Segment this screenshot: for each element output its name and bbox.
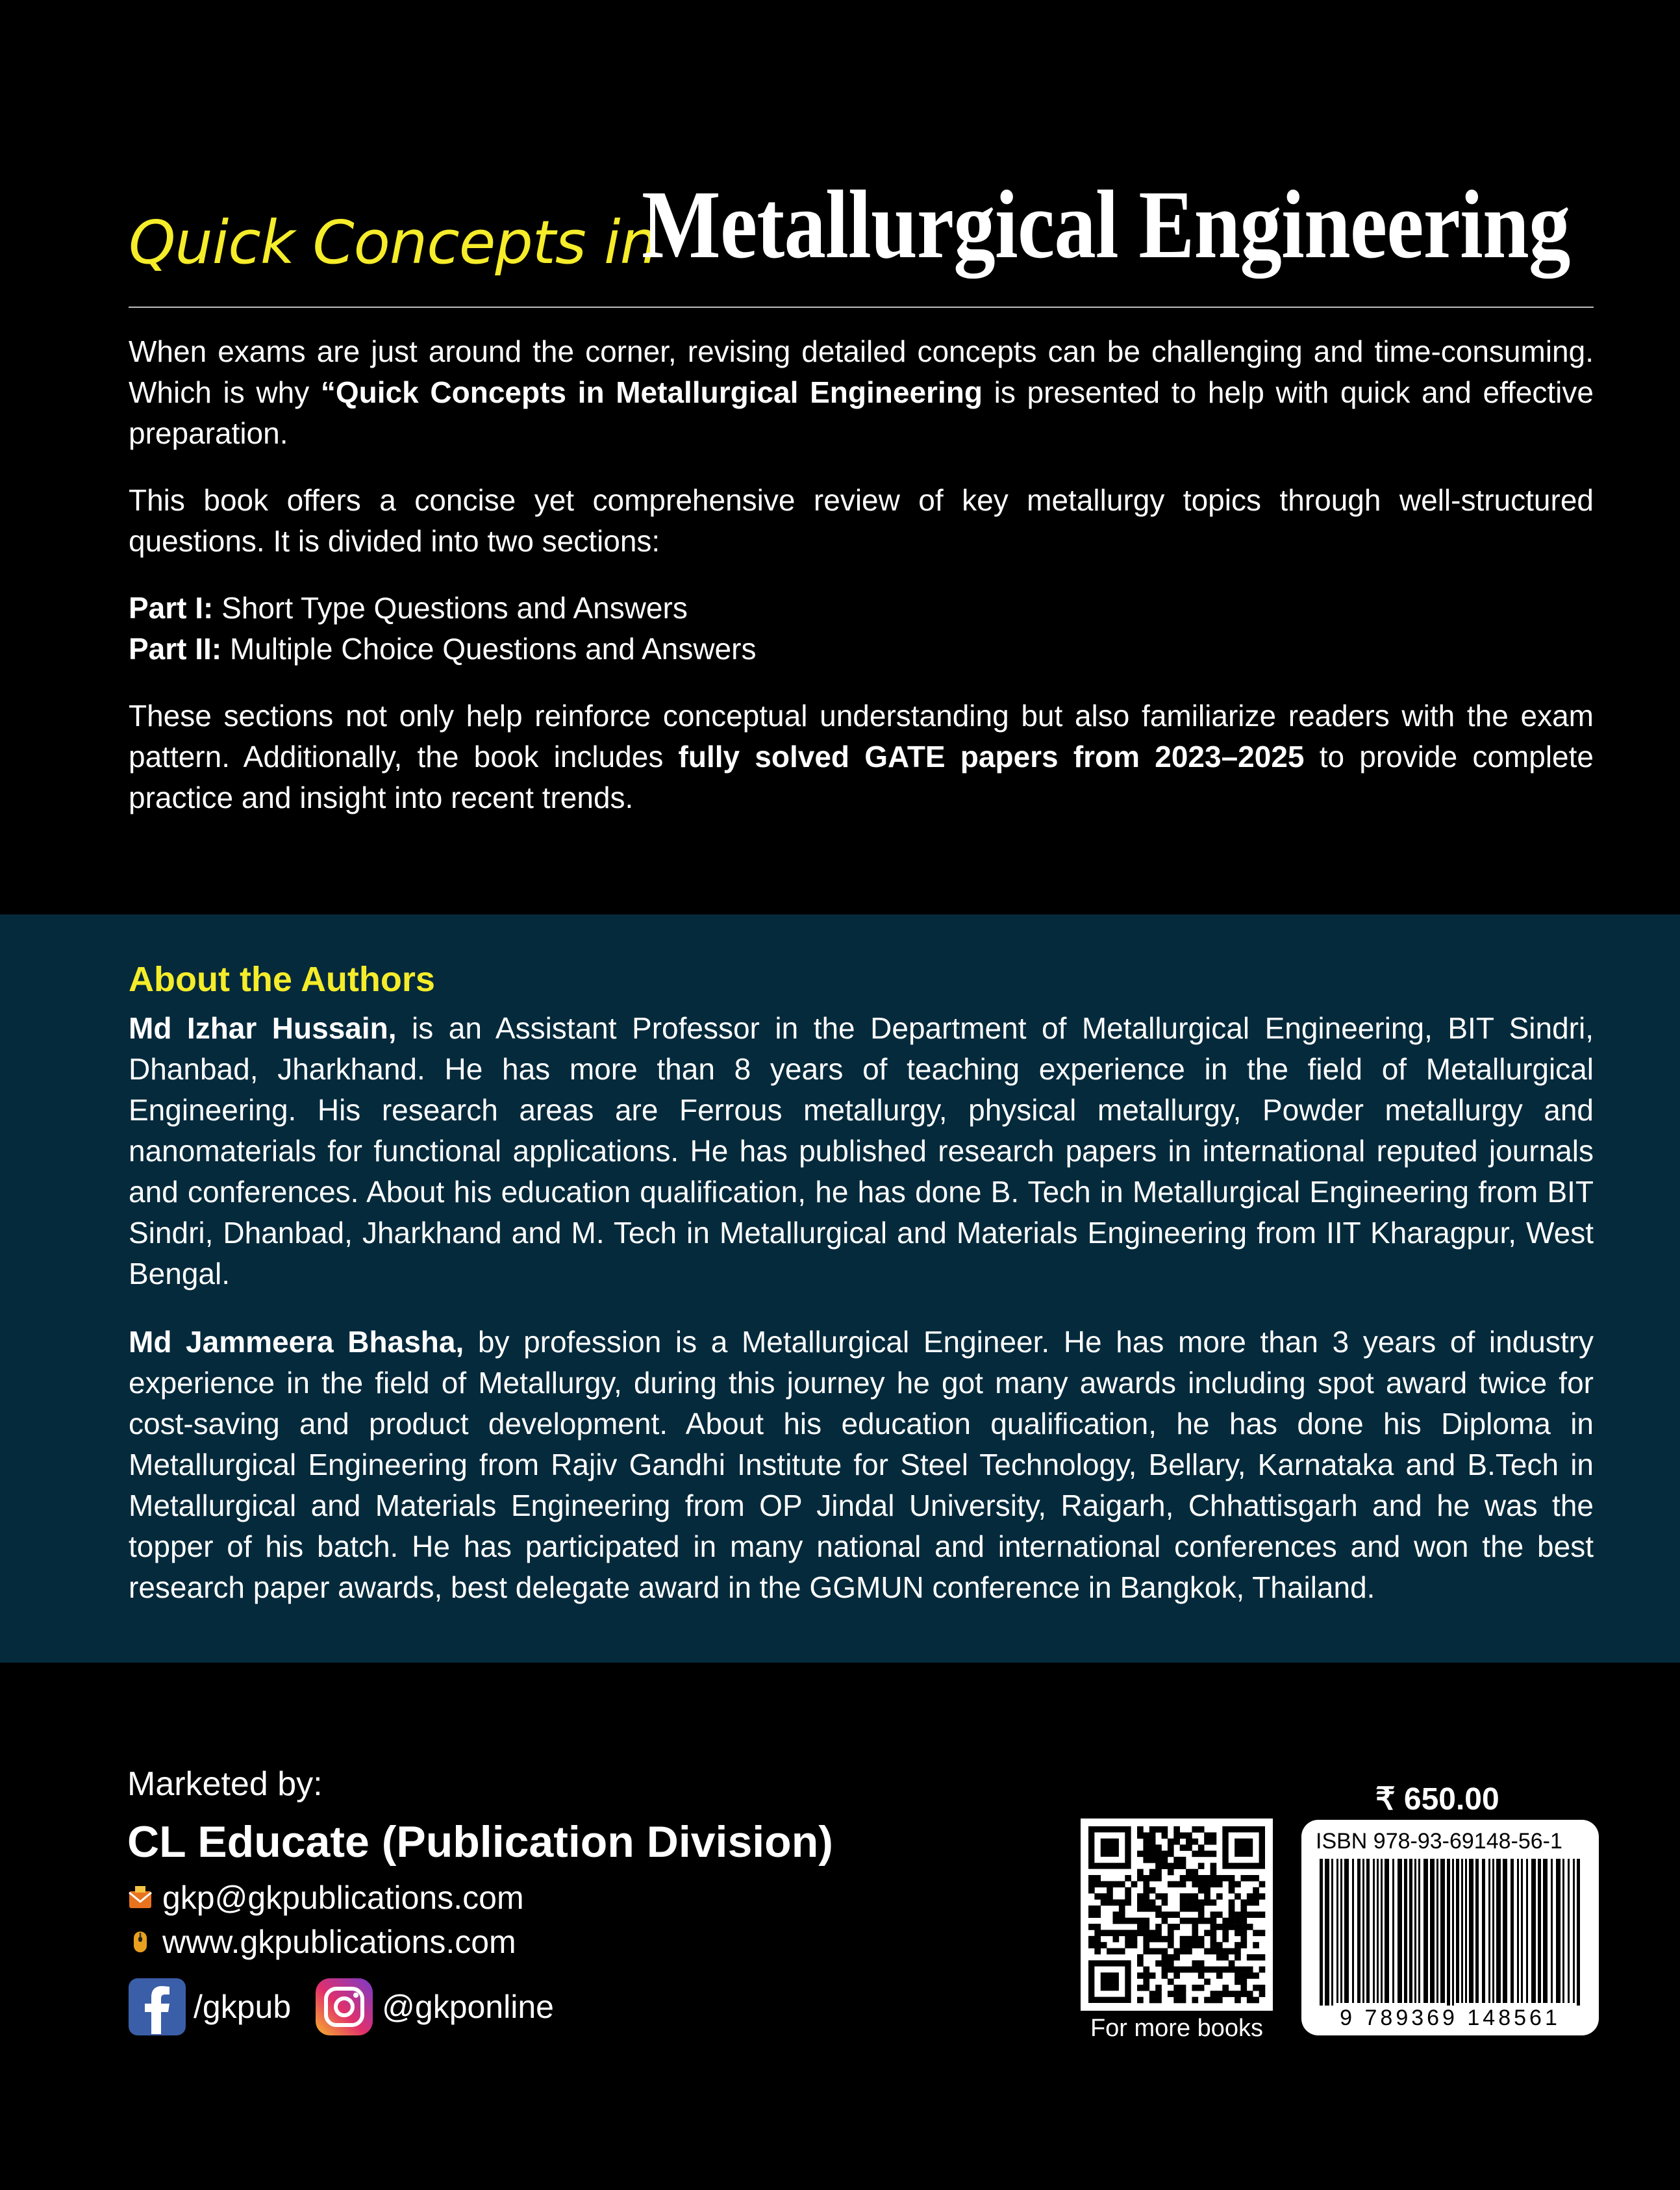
sections-list bbox=[129, 588, 1594, 670]
qr-code[interactable] bbox=[1081, 1819, 1273, 2011]
email-icon bbox=[127, 1885, 153, 1911]
qr-caption: For more books bbox=[1090, 2015, 1264, 2042]
section-part-2: Part II: Multiple Choice Questions and Answers bbox=[129, 632, 757, 666]
title-main-part: Metallurgical Engineering bbox=[642, 171, 1570, 279]
publisher-name: CL Educate (Publication Division) bbox=[127, 1817, 833, 1867]
mouse-icon bbox=[127, 1929, 153, 1955]
instagram-handle[interactable]: @gkponline bbox=[382, 1989, 554, 2025]
facebook-handle[interactable]: /gkpub bbox=[194, 1989, 292, 2025]
barcode-digits: 9 789369 148561 bbox=[1316, 2006, 1585, 2031]
isbn-barcode-box bbox=[1301, 1820, 1599, 2035]
isbn-number: ISBN 978-93-69148-56-1 bbox=[1316, 1829, 1562, 1854]
intro-paragraph-3: These sections not only help reinforce conceptual understanding but also familiarize readers with the exam pattern. Additionally, the book includes fully solved GATE papers from 2023–2025 to provide complete practice and insight into recent trends. bbox=[129, 699, 1594, 814]
price-label: ₹ 650.00 bbox=[1375, 1782, 1499, 1817]
intro-paragraph-1: When exams are just around the corner, revising detailed concepts can be challenging and time-consuming. Which is why “Quick Concepts in Metallurgical Engineering is presented to help with quick and effective preparation. bbox=[129, 334, 1594, 450]
publisher-info bbox=[127, 1761, 833, 2037]
title-divider bbox=[129, 307, 1594, 308]
instagram-icon[interactable] bbox=[314, 1977, 374, 2037]
barcode bbox=[1316, 1859, 1585, 2011]
title-script-part: Quick Concepts in bbox=[129, 208, 657, 277]
social-row bbox=[127, 1977, 833, 2037]
facebook-icon[interactable] bbox=[127, 1977, 187, 2037]
website-url[interactable]: www.gkpublications.com bbox=[162, 1924, 516, 1960]
about-authors bbox=[129, 955, 1594, 1635]
author-1-bio: Md Izhar Hussain, is an Assistant Professor in the Department of Metallurgical Engineering, BIT Sindri, Dhanbad, Jharkhand. He has more than 8 years of teaching experience in the field of Metallurgical Engineering. His research areas are Ferrous metallurgy, physical metallurgy, Powder metallurgy and nanomaterials for functional applications. He has published research papers in international reputed journals and conferences. About his education qualification, he has done B. Tech in Metallurgical Engineering from BIT Sindri, Dhanbad, Jharkhand and M. Tech in Metallurgical and Materials Engineering from IIT Kharagpur, West Bengal. bbox=[129, 1011, 1594, 1290]
intro-paragraph-2: This book offers a concise yet comprehensive review of key metallurgy topics through well-structured questions. It is divided into two sections: bbox=[129, 483, 1594, 558]
book-title bbox=[129, 169, 1594, 292]
marketed-by-label: Marketed by: bbox=[127, 1765, 323, 1803]
authors-heading: About the Authors bbox=[129, 960, 435, 999]
website-row bbox=[127, 1921, 833, 1963]
book-description bbox=[129, 331, 1594, 844]
email-address[interactable]: gkp@gkpublications.com bbox=[162, 1880, 524, 1916]
section-part-1: Part I: Short Type Questions and Answers bbox=[129, 591, 688, 625]
email-row bbox=[127, 1877, 833, 1919]
author-2-bio: Md Jammeera Bhasha, by profession is a Metallurgical Engineer. He has more than 3 years of industry experience in the field of Metallurgy, during this journey he got many awards including spot award twice for cost-saving and product development. About his education qualification, he has done his Diploma in Metallurgical Engineering from Rajiv Gandhi Institute for Steel Technology, Bellary, Karnataka and B.Tech in Metallurgical and Materials Engineering from OP Jindal University, Raigarh, Chhattisgarh and he was the topper of his batch. He has participated in many national and international conferences and won the best research paper awards, best delegate award in the GGMUN conference in Bangkok, Thailand. bbox=[129, 1325, 1594, 1604]
